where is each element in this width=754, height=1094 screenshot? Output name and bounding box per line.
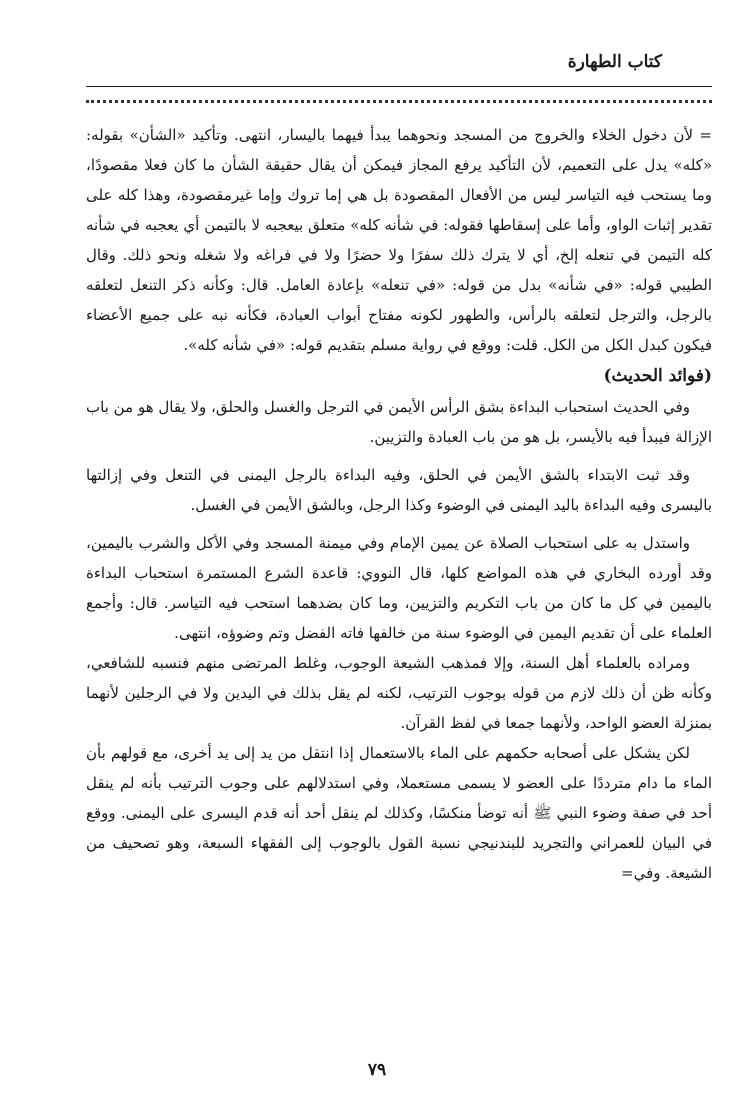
body-text (86, 120, 712, 888)
header-rule (86, 86, 712, 87)
body-paragraph: وفي الحديث استحباب البداءة بشق الرأس الأيمن في الترجل والغسل والحلق، ولا يقال هو من باب الإزالة فيبدأ فيه بالأيسر، بل هو من باب العبادة والتزيين. (86, 398, 712, 446)
page-number: ٧٩ (367, 1060, 387, 1080)
body-paragraph: وقد ثبت الابتداء بالشق الأيمن في الحلق، وفيه البداءة بالرجل اليمنى في التنعل وفي إزالتها باليسرى وفيه البداءة باليد اليمنى في الوضوء وكذا الرجل، وبالشق الأيمن في الغسل. (86, 466, 712, 514)
body-paragraph: واستدل به على استحباب الصلاة عن يمين الإمام وفي ميمنة المسجد وفي الأكل والشرب باليمين، وقد أورده البخاري في هذه المواضع كلها، قال النووي: قاعدة الشرع المستمرة استحباب البداءة باليمين في كل ما كان من باب التكريم والتزيين، وما كان بضدهما استحب فيه التياسر. قال: وأجمع العلماء على أن تقديم اليمين في الوضوء سنة من خالفها فاته الفضل وتم وضوؤه، انتهى. (86, 534, 712, 642)
running-title: كتاب الطهارة (567, 52, 662, 72)
body-paragraph: لكن يشكل على أصحابه حكمهم على الماء بالاستعمال إذا انتقل من يد إلى يد أخرى، مع قولهم بأن الماء ما دام مترددًا على العضو لا يسمى مستعملا، وفي استدلالهم على وجوب الترتيب بأنه لم ينقل أحد في صفة وضوء النبي ﷺ أنه توضأ منكسًا، وكذلك لم ينقل أحد أنه قدم اليسرى على اليمنى. ووقع في البيان للعمراني والتجريد للبندنيجي نسبة القول بالوجوب إلى الفقهاء السبعة، وهو تصحيف من الشيعة. وفي= (86, 744, 712, 882)
header-dotted-rule (86, 100, 712, 103)
section-heading: (فوائد الحديث) (603, 366, 712, 386)
body-paragraph: = لأن دخول الخلاء والخروج من المسجد ونحوهما يبدأ فيهما باليسار، انتهى. وتأكيد «الشأن» بقوله: «كله» يدل على التعميم، لأن التأكيد يرفع المجاز فيمكن أن يقال حقيقة الشأن ما كان فعلا مقصودًا، وما يستحب فيه التياسر ليس من الأفعال المقصودة بل هي إما تروك وإما غيرمقصودة، وهذا كله على تقدير إثبات الواو، وأما على إسقاطها فقوله: في شأنه كله» متعلق بيعجبه لا بالتيمن أي يعجبه في شأنه كله التيمن في تنعله إلخ، أي لا يترك ذلك سفرًا ولا حضرًا ولا في فراغه ولا شغله ونحو ذلك. وقال الطيبي قوله: «في شأنه» بدل من قوله: «في تنعله» بإعادة العامل. قال: وكأنه ذكر التنعل لتعلقه بالرجل، والترجل لتعلقه بالرأس، والطهور لكونه مفتاح أبواب العبادة، فكأنه نبه على جميع الأعضاء فيكون كبدل الكل من الكل. قلت: ووقع في رواية مسلم بتقديم قوله: «في شأنه كله». (86, 126, 712, 354)
body-paragraph: ومراده بالعلماء أهل السنة، وإلا فمذهب الشيعة الوجوب، وغلط المرتضى منهم فنسبه للشافعي، وكأنه ظن أن ذلك لازم من قوله بوجوب الترتيب، لكنه لم يقل بذلك في اليدين ولا في الرجلين لأنهما بمنزلة العضو الواحد، ولأنهما جمعا في لفظ القرآن. (86, 654, 712, 732)
